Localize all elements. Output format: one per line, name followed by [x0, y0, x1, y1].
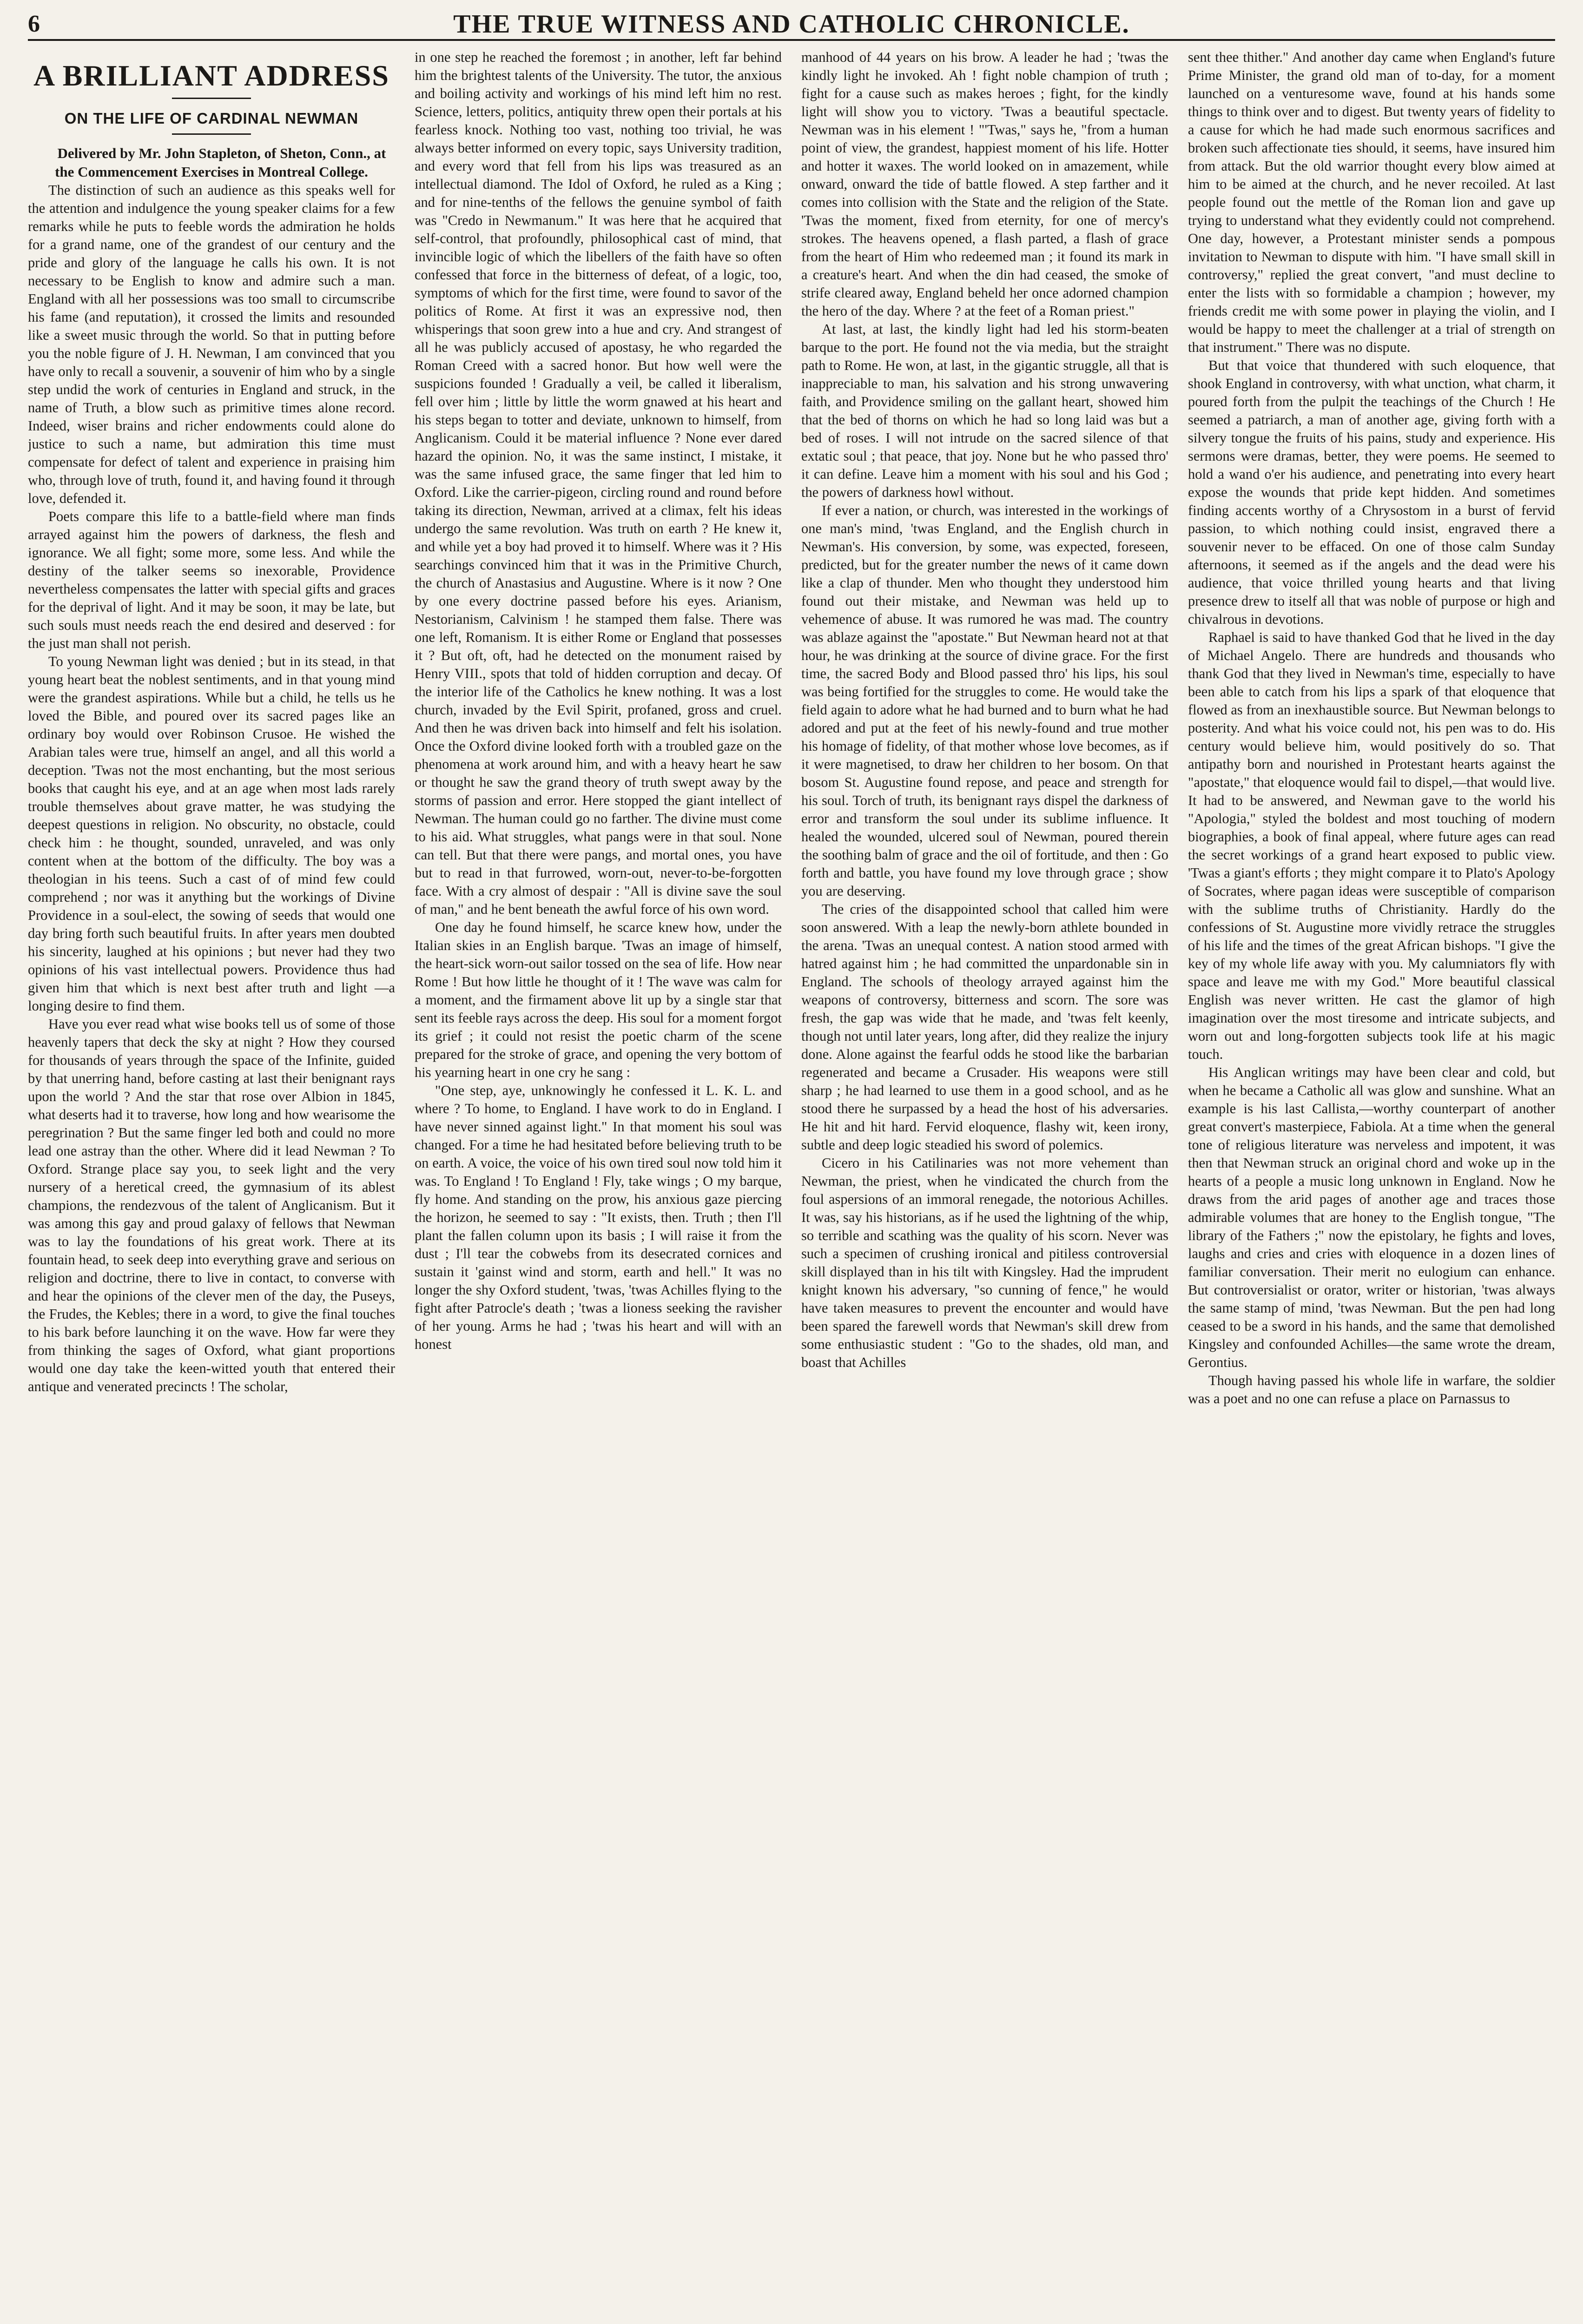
- title-divider: [172, 98, 251, 99]
- paragraph: One day he found himself, he scarce knew how, under the Italian skies in an English barque. 'Twas an image of himself, the heart-sick worn-out sailor tossed on the sea of life. How near Rome ! But how little he thought of it ! The wave was calm for a moment, and the firmament above lit up by a single star that sent its feeble rays across the deep. His soul for a moment forgot its grief ; it could not resist the poetic charm of the scene prepared for the stroke of grace, and opening the very bottom of his yearning heart in one cry he sang :: [415, 919, 782, 1080]
- page-number: 6: [28, 11, 40, 37]
- masthead: [28, 7, 1555, 41]
- column-1-paragraphs: [28, 181, 395, 1396]
- column-4-paragraphs: [1188, 48, 1555, 1408]
- paragraph: But that voice that thundered with such eloquence, that shook England in controversy, with what unction, what charm, it poured forth from the pulpit the teachings of the Church ! He seemed a patriarch, a man of another age, giving forth with a silvery tongue the fruits of his pains, study and experience. His sermons were dramas, better, they were poems. He seemed to hold a wand o'er his audience, and penetrating into every heart expose the wounds that pride kept hidden. And sometimes finding accents worthy of a Chrysostom in a burst of fervid passion, to which nothing could insist, engraved there a souvenir never to be effaced. On one of those calm Sunday afternoons, it seemed as if the angels and the dead were his audience, that voice thrilled young hearts and that living presence drew to itself all that was noble of purpose or high and chivalrous in devotions.: [1188, 357, 1555, 627]
- article-subtitle: ON THE LIFE OF CARDINAL NEWMAN: [64, 110, 359, 127]
- column-2-paragraphs: [415, 48, 782, 1353]
- paragraph: The distinction of such an audience as this speaks well for the attention and indulgence the young speaker claims for a few remarks while he puts to feeble words the admiration he holds for a grand name, one of the grandest of our century and the pride and glory of the language he calls his own. It is not necessary to be English to know and admire such a man. England with all her possessions was too small to circumscribe his fame (and reputation), it crossed the limits and resounded like a sweet music through the world. So that in putting before you the noble figure of J. H. Newman, I am convinced that you have only to recall a souvenir, a souvenir of him who by a single step undid the work of centuries in England and struck, in the name of Truth, a blow such as primitive times alone record. Indeed, wiser brains and richer endowments could alone do justice to such a name, but admiration this time must compensate for defect of talent and experience in praising him who, through love of truth, found it, and having found it through love, defended it.: [28, 182, 395, 506]
- paragraph: in one step he reached the foremost ; in another, left far behind him the brightest talents of the University. The tutor, the anxious and boiling activity and workings of his mind left him no rest. Science, letters, politics, antiquity threw open their portals at his fearless knock. Nothing too vast, nothing too trivial, he was always better informed on every topic, says University tradition, and every word that fell from his lips was treasured as an intellectual diamond. The Idol of Oxford, he ruled as a King ; and for nine-tenths of the fellows the genuine symbol of faith was "Credo in Newmanum." It was here that he acquired that self-control, that profoundly, philosophical cast of mind, that invincible logic of which the libellers of the faith have so often confessed that force in the bitterness of defeat, of a logic, too, symptoms of which for the first time, were found to savor of the politics of Rome. At first it was an expressive nod, then whisperings that soon grew into a hue and cry. And strangest of all he was publicly accused of apostasy, he who regarded the Roman Creed with a sacred honor. But how well were the suspicions founded ! Gradually a veil, be called it liberalism, fell over him ; little by little the worm gnawed at his heart and his steps began to totter and deviate, unknown to himself, from Anglicanism. Could it be material influence ? None ever dared hazard the opinion. No, it was the same instinct, I mistake, it was the same infused grace, the same finger that led him to Oxford. Like the carrier-pigeon, circling round and round before taking its direction, Newman, arrived at a climax, felt his ideas undergo the same revolution. Was truth on earth ? He knew it, and while yet a boy had proved it to himself. Where was it ? His searchings convinced him that it was in the Primitive Church, the church of Anastasius and Augustine. Where is it now ? One by one every doctrine passed before his eyes. Arianism, Nestorianism, Calvinism ! he stamped them false. There was one left, Romanism. It is either Rome or England that possesses it ? But oft, oft, had he detected on the monument raised by Henry VIII., spots that told of hidden corruption and decay. Of the interior life of the Catholics he knew nothing. It was a lost church, invaded by the Evil Spirit, profaned, gross and cruel. And then he was driven back into himself and felt his isolation. Once the Oxford divine looked forth with a troubled gaze on the phenomena at work around him, and with a heavy heart he saw or thought he saw the grand theory of truth swept away by the storms of passion and error. Here stopped the giant intellect of Newman. The human could go no farther. The divine must come to his aid. What struggles, what pangs were in that soul. None can tell. But that there were pangs, and mortal ones, you have but to read in that furrowed, worn-out, never-to-be-forgotten face. With a cry almost of despair : "All is divine save the soul of man," and he bent beneath the awful force of his own word.: [415, 49, 782, 917]
- paragraph: Poets compare this life to a battle-field where man finds arrayed against him the powers of darkness, the flesh and ignorance. We all fight; some more, some less. And while the destiny of the talker seems so inexorable, Providence nevertheless compensates the latter with special gifts and graces for the deprival of light. And it may be soon, it may be late, but such souls must needs reach the end desired and deserved : for the just man shall not perish.: [28, 508, 395, 651]
- paragraph: The cries of the disappointed school that called him were soon answered. With a leap the newly-born athlete bounded in the arena. 'Twas an unequal contest. A nation stood armed with hatred against him ; he had committed the unpardonable sin in England. The schools of theology arrayed against him the weapons of controversy, bitterness and scorn. The sore was fresh, the gap was wide that he made, and 'twas felt keenly, though not until later years, long after, did they realize the injury done. Alone against the fearful odds he stood like the barbarian regenerated and became a Crusader. His weapons were still sharp ; he had learned to use them in a good school, and as he stood there he surpassed by a head the host of his adversaries. He hit and hit hard. Fervid eloquence, flashy wit, keen irony, subtle and deep logic steadied his sword of polemics.: [801, 901, 1168, 1153]
- column-3-paragraphs: [801, 48, 1168, 1372]
- paragraph: To young Newman light was denied ; but in its stead, in that young heart beat the noblest sentiments, and in that young mind were the grandest aspirations. While but a child, he tells us he loved the Bible, and poured over its sacred pages like an ordinary boy would over Robinson Crusoe. He wished the Arabian tales were true, himself an angel, and all this world a deception. 'Twas not the most enchanting, but the most serious books that caught his eye, and at an age when most lads rarely trouble themselves about grave matter, he was studying the deepest questions in religion. No obscurity, no obstacle, could check him : he thought, sounded, unraveled, and was only content when at the bottom of the difficulty. The boy was a theologian in his teens. Such a cast of of mind few could comprehend ; nor was it anything but the workings of Divine Providence in a soul-elect, the sowing of seeds that would one day bring forth such beautiful fruits. In after years men doubted his sincerity, laughed at his opinions ; but never had they two opinions of his vast intellectual powers. Providence thus had given him that which is next best after truth and light —a longing desire to find them.: [28, 654, 395, 1014]
- paragraph: sent thee thither." And another day came when England's future Prime Minister, the grand old man of to-day, for a moment launched on a venturesome wave, found at his hands some things to think over and to digest. But twenty years of fidelity to a cause for which he had made such enormous sacrifices and broken such affectionate ties should, it seems, have insured him from attack. But the old warrior thought every blow aimed at him to be aimed at the church, and he never recoiled. At last people found out the mettle of the Roman lion and gave up trying to understand what they evidently could not comprehend. One day, however, a Protestant minister sends a pompous invitation to Newman to dispute with him. "I have small skill in controversy," replied the great convert, "and must decline to enter the lists with so formidable a champion ; however, my friends credit me with some power in playing the violin, and I would be happy to meet the challenger at a trial of strength on that instrument." There was no dispute.: [1188, 49, 1555, 355]
- paragraph: Cicero in his Catilinaries was not more vehement than Newman, the priest, when he vindicated the church from the foul aspersions of an immoral renegade, the notorious Achilles. It was, say his historians, as if he used the lightning of the whip, so terrible and scathing was the quality of his scorn. Never was such a specimen of crushing ironical and pitiless controversial skill displayed than in his tilt with Kingsley. Had the imprudent knight known his adversary, "so cunning of fence," he would have taken measures to prevent the encounter and would have been spared the farewell words that Newman's skill drew from some enthusiastic student : "Go to the shades, old man, and boast that Achilles: [801, 1155, 1168, 1370]
- newspaper-title: THE TRUE WITNESS AND CATHOLIC CHRONICLE.: [453, 10, 1130, 39]
- text-column-2: [415, 48, 782, 2324]
- paragraph: "One step, aye, unknowingly he confessed it L. K. L. and where ? To home, to England. I have work to do in England. I have never sinned against light." In that moment his soul was changed. For a time he had hesitated before believing truth to be on earth. A voice, the voice of his own tired soul now told him it was. To England ! To England ! Fly, take wings ; O my barque, fly home. And standing on the prow, his anxious gaze piercing the horizon, he seemed to say : "It exists, then. Truth ; then I'll plant the fallen column upon its basis ; I will raise it from the dust ; I'll tear the cobwebs from its desecrated cornices and sustain it 'gainst wind and storm, earth and hell." It was no longer the shy Oxford student, 'twas, 'twas Achilles flying to the fight after Patrocle's death ; 'twas a lioness seeking the ravisher of her young. Arms he had ; 'twas his heart and will with an honest: [415, 1083, 782, 1352]
- text-column-4: [1188, 48, 1555, 2324]
- paragraph: At last, at last, the kindly light had led his storm-beaten barque to the port. He found not the via media, but the straight path to Rome. He won, at last, in the gigantic struggle, all that is inappreciable to man, his salvation and his strong unwavering faith, and Providence smiling on the gallant heart, showed him that the bed of thorns on which he had so long laid was but a bed of roses. I will not intrude on the sacred silence of that extatic soul ; that peace, that joy. None but he who passed thro' it can define. Leave him a moment with his soul and his God ; the powers of darkness howl without.: [801, 321, 1168, 500]
- paragraph: Have you ever read what wise books tell us of some of those heavenly tapers that deck the sky at night ? How they coursed for thousands of years through the space of the Infinite, guided by that unerring hand, before casting at last their benignant rays upon the world ? And the star that rose over Albion in 1845, what deserts had it to traverse, how long and how wearisome the peregrination ? But the same finger led both and could no more lead one astray than the other. Where did it lead Newman ? To Oxford. Strange place say you, to seek light and the very nursery of a heretical creed, the gymnasium of its ablest champions, the rendezvous of the talent of Anglicanism. But it was among this gay and proud galaxy of fellows that Newman was to lay the foundations of his great work. There at its fountain head, to seek deep into everything grave and serious on religion and doctrine, there to live in contact, to converse with and hear the opinions of the clever men of the day, the Puseys, the Frudes, the Kebles; there in a word, to give the final touches to his bark before launching it on the wave. How far were they from thinking the sages of Oxford, what giant proportions would one day take the keen-witted youth that entered their antique and venerated precincts ! The scholar,: [28, 1016, 395, 1394]
- paragraph: His Anglican writings may have been clear and cold, but when he became a Catholic all was glow and sunshine. What an example is his last Callista,—worthy counterpart of another great convert's masterpiece, Fabiola. At a time when the general tone of religious literature was nerveless and impotent, it was then that Newman struck an original chord and woke up in the hearts of a people a music long unknown in England. Now he draws from the arid pages of another age and traces those admirable volumes that are honey to the English tongue, "The library of the Fathers ;" now the epistolary, he fights and loves, laughs and cries and cries with eloquence in a dozen lines of familiar conversation. Their merit no eulogium can enhance. But controversialist or orator, writer or historian, 'twas always the same stamp of mind, 'twas Newman. But the pen had long ceased to be a sword in his hands, and the same that demolished Kingsley and confounded Achilles—the same wrote the dream, Gerontius.: [1188, 1064, 1555, 1370]
- subtitle-divider: [172, 133, 251, 135]
- paragraph: Raphael is said to have thanked God that he lived in the day of Michael Angelo. There are hundreds and thousands who thank God that they lived in Newman's time, especially to have been able to catch from his lips a spark of that eloquence that flowed as from an inexhaustible source. But Newman belongs to posterity. And what his voice could not, his pen was to do. His century would believe him, would positively do so. That antipathy born and nourished in Protestant hearts against the "apostate," that eloquence would fail to dispel,—that would live. It had to be answered, and Newman gave to the world his "Apologia," styled the boldest and most touching of modern biographies, a book of final appeal, where future ages can read the secret workings of a grand heart exposed to public view. 'Twas a giant's efforts ; they might compare it to Plato's Apology of Socrates, where pagan ideas were susceptible of comparison with the sublime truths of Christianity. Hardly do the confessions of St. Augustine more vividly retrace the struggles of his life and the times of the great African bishops. "I give the key of my whole life away with you. My calumniators fly with space and leave me with my God." More beautiful classical English was never written. He cast the glamor of high imagination over the most tiresome and intricate subjects, and worn out and long-forgotten subjects took life at his magic touch.: [1188, 629, 1555, 1062]
- paragraph: Though having passed his whole life in warfare, the soldier was a poet and no one can refuse a place on Parnassus to: [1188, 1373, 1555, 1406]
- text-column-3: [801, 48, 1168, 2324]
- article-byline: Delivered by Mr. John Stapleton, of Sheton, Conn., at the Commencement Exercises in Montreal College.: [55, 145, 386, 180]
- article-title: A BRILLIANT ADDRESS: [33, 59, 389, 92]
- paragraph: If ever a nation, or church, was interested in the workings of one man's mind, 'twas England, and the English church in Newman's. His conversion, by some, was expected, foreseen, predicted, but for the greater number the news of it came down like a clap of thunder. Men who thought they understood him found out their mistake, and Newman was held up to vehemence of abuse. It was rumored he was mad. The country was ablaze against the "apostate." But Newman heard not at that hour, he was drinking at the source of divine grace. For the first time, the sacred Body and Blood passed thro' his lips, his soul was being fortified for the struggles to come. He would take the field again to adore what he had burned and to burn what he had adored and put at the feet of his newly-found and true mother his homage of fidelity, of that mother whose love becomes, as if it were magnetised, to draw her children to her bosom. On that bosom St. Augustine found repose, and peace and strength for his soul. Torch of truth, its benignant rays dispel the darkness of error and transform the soul under its sublime influence. It healed the wounded, ulcered soul of Newman, poured therein the soothing balm of grace and the oil of fortitude, and then : Go forth and battle, you have found my love through grace ; show you are deserving.: [801, 502, 1168, 899]
- paragraph: manhood of 44 years on his brow. A leader he had ; 'twas the kindly light he invoked. Ah ! fight noble champion of truth ; fight for a cause such as makes heroes ; fight, for the kindly light will show you to victory. 'Twas a beautiful spectacle. Newman was in his element ! "'Twas," says he, "from a human point of view, the grandest, happiest moment of his life. Hotter and hotter it waxes. The world looked on in amazement, while onward, onward the tide of battle flowed. A step farther and it comes into collision with the State and the religion of the State. 'Twas the moment, fixed from eternity, for one of mercy's strokes. The heavens opened, a flash parted, a flash of grace from the heart of Him who redeemed man ; it found its mark in a creature's heart. And when the din had ceased, the smoke of strife cleared away, England beheld her once adorned champion the hero of the day. Where ? at the feet of a Roman priest.": [801, 49, 1168, 319]
- article-body: [28, 48, 1555, 2324]
- text-column-1: [28, 48, 395, 2324]
